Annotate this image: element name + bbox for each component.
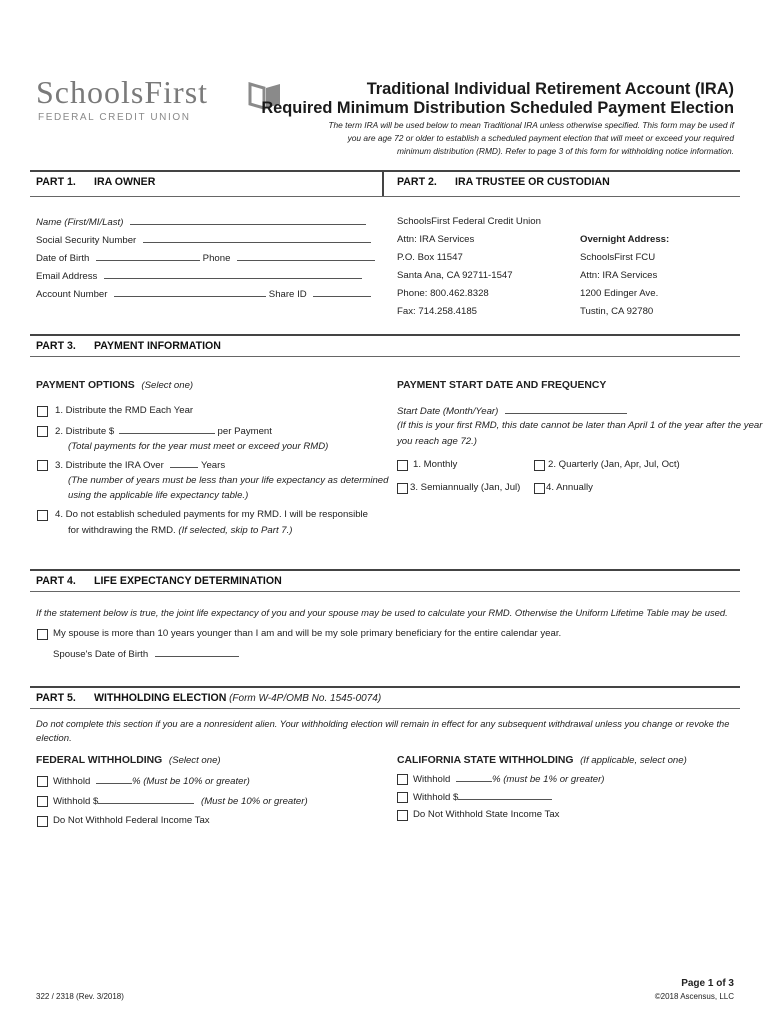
federal-none-label: Do Not Withhold Federal Income Tax xyxy=(53,815,210,826)
frequency-monthly-checkbox[interactable] xyxy=(397,460,408,471)
intro-text: The term IRA will be used below to mean Traditional IRA unless otherwise specified. This form may be used if you are age 72 or older to establish a scheduled payment election that will meet or exceed your required minimum distribution (RMD). Refer to page 3 of this form for withholding notice information. xyxy=(328,120,734,156)
logo-wordmark xyxy=(36,74,208,111)
start-date-note: (If this is your first RMD, this date cannot be later than April 1 of the year after the year xyxy=(397,420,763,431)
copyright: ©2018 Ascensus, LLC xyxy=(654,992,734,1001)
payment-options-sub: (Select one) xyxy=(141,380,194,391)
withholding-note: Do not complete this section if you are a nonresident alien. Your withholding election will remain in effect for any subsequent withdrawal unless you change or revoke the xyxy=(36,719,730,729)
part2-number: PART 2. xyxy=(397,176,437,188)
federal-amount-label: Withhold $ xyxy=(53,796,99,807)
trustee-line: Fax: 714.258.4185 xyxy=(397,306,478,317)
part2-title: IRA TRUSTEE OR CUSTODIAN xyxy=(455,176,610,188)
federal-amount-checkbox[interactable] xyxy=(37,796,48,807)
part4-number: PART 4. xyxy=(36,575,76,587)
phone-label: Phone xyxy=(202,253,231,264)
california-withholding-title: CALIFORNIA STATE WITHHOLDING xyxy=(397,755,574,766)
name-label: Name (First/MI/Last) xyxy=(36,217,124,228)
ssn-label: Social Security Number xyxy=(36,235,137,246)
frequency-annual-checkbox[interactable] xyxy=(534,483,545,494)
form-subtitle: Required Minimum Distribution Scheduled Payment Election xyxy=(261,99,734,117)
divider xyxy=(30,334,740,336)
state-percent-label: Withhold xyxy=(413,774,451,785)
start-date-heading: PAYMENT START DATE AND FREQUENCY xyxy=(397,380,607,391)
overnight-line: Tustin, CA 92780 xyxy=(580,306,654,317)
trustee-line: Santa Ana, CA 92711-1547 xyxy=(397,270,513,281)
state-percent-field[interactable] xyxy=(413,773,605,785)
account-field[interactable] xyxy=(36,288,371,300)
page-number: Page 1 of 3 xyxy=(681,978,734,989)
divider xyxy=(30,569,740,571)
federal-percent-checkbox[interactable] xyxy=(37,776,48,787)
option1-checkbox[interactable] xyxy=(37,406,48,417)
option4-skip-note: (If selected, skip to Part 7.) xyxy=(178,525,293,536)
frequency-monthly-label: 1. Monthly xyxy=(413,459,458,470)
option1-label: 1. Distribute the RMD Each Year xyxy=(55,405,194,416)
overnight-title: Overnight Address: xyxy=(580,234,670,245)
payment-options-title: PAYMENT OPTIONS xyxy=(36,380,135,391)
part3-title: PAYMENT INFORMATION xyxy=(94,340,221,352)
divider xyxy=(30,196,740,197)
option2-checkbox[interactable] xyxy=(37,426,48,437)
divider xyxy=(30,170,740,172)
federal-percent-field[interactable] xyxy=(53,775,250,787)
federal-amount-note: (Must be 10% or greater) xyxy=(201,796,308,807)
option3-note: (The number of years must be less than your life expectancy as determined xyxy=(68,475,389,486)
state-percent-checkbox[interactable] xyxy=(397,774,408,785)
start-date-label: Start Date (Month/Year) xyxy=(397,406,499,417)
option4-line2 xyxy=(68,525,292,536)
start-date-field[interactable] xyxy=(397,405,627,417)
spouse-dob-field[interactable] xyxy=(53,648,239,660)
frequency-annual-label: 4. Annually xyxy=(546,482,593,493)
dob-label: Date of Birth xyxy=(36,253,90,264)
email-label: Email Address xyxy=(36,271,98,282)
federal-none-checkbox[interactable] xyxy=(37,816,48,827)
divider xyxy=(30,356,740,357)
ssn-field[interactable] xyxy=(36,234,371,246)
overnight-line: Attn: IRA Services xyxy=(580,270,658,281)
form-title: Traditional Individual Retirement Account (IRA) xyxy=(366,80,734,98)
part1-title: IRA OWNER xyxy=(94,176,156,188)
state-amount-label: Withhold $ xyxy=(413,792,459,803)
frequency-semiannual-checkbox[interactable] xyxy=(397,483,408,494)
option3-suffix: Years xyxy=(200,460,226,471)
part3-number: PART 3. xyxy=(36,340,76,352)
option4-text: for withdrawing the RMD. xyxy=(68,525,176,536)
email-field[interactable] xyxy=(36,270,362,282)
overnight-line: 1200 Edinger Ave. xyxy=(580,288,659,299)
state-percent-note: % (must be 1% or greater) xyxy=(492,774,605,785)
state-none-label: Do Not Withhold State Income Tax xyxy=(413,809,560,820)
state-amount-field[interactable] xyxy=(413,791,552,803)
spouse-label: My spouse is more than 10 years younger than I am and will be my sole primary beneficiary for the entire calendar year. xyxy=(53,628,562,639)
start-date-note: you reach age 72.) xyxy=(397,436,478,447)
federal-percent-label: Withhold xyxy=(53,776,91,787)
divider xyxy=(30,591,740,592)
form-number: 322 / 2318 (Rev. 3/2018) xyxy=(36,992,124,1001)
divider xyxy=(30,708,740,709)
option3-label: 3. Distribute the IRA Over xyxy=(55,460,164,471)
withholding-note: election. xyxy=(36,733,72,744)
account-label: Account Number xyxy=(36,289,108,300)
trustee-line: SchoolsFirst Federal Credit Union xyxy=(397,216,541,227)
part5-form-ref: (Form W-4P/OMB No. 1545-0074) xyxy=(229,693,382,704)
federal-withholding-sub: (Select one) xyxy=(168,755,221,766)
life-expectancy-statement: If the statement below is true, the joint life expectancy of you and your spouse may be used to calculate your RMD. Otherwise the Uniform Lifetime Table may be used. xyxy=(36,607,728,618)
name-field[interactable] xyxy=(36,216,366,228)
frequency-quarterly-label: 2. Quarterly (Jan, Apr, Jul, Oct) xyxy=(548,459,680,470)
payment-options-heading xyxy=(36,380,193,391)
logo-subtitle: FEDERAL CREDIT UNION xyxy=(38,112,191,123)
divider xyxy=(30,686,740,688)
logo-text: SchoolsFirst xyxy=(36,74,209,110)
part5-title: WITHHOLDING ELECTION xyxy=(94,692,227,704)
part1-number: PART 1. xyxy=(36,176,76,188)
federal-amount-field[interactable] xyxy=(53,795,308,807)
option3-note: using the applicable life expectancy table.) xyxy=(68,490,249,501)
federal-percent-note: % (Must be 10% or greater) xyxy=(132,776,250,787)
federal-withholding-title: FEDERAL WITHHOLDING xyxy=(36,755,163,766)
california-withholding-sub: (If applicable, select one) xyxy=(580,755,687,766)
option2-field[interactable] xyxy=(55,425,272,437)
part5-number: PART 5. xyxy=(36,692,76,704)
trustee-line: P.O. Box 11547 xyxy=(397,252,463,263)
spouse-dob-label: Spouse's Date of Birth xyxy=(53,649,149,660)
part5-heading xyxy=(94,692,381,704)
trustee-line: Attn: IRA Services xyxy=(397,234,475,245)
federal-withholding-heading xyxy=(36,755,221,766)
overnight-line: SchoolsFirst FCU xyxy=(580,252,656,263)
state-amount-checkbox[interactable] xyxy=(397,792,408,803)
frequency-semiannual-label: 3. Semiannually (Jan, Jul) xyxy=(410,482,521,493)
trustee-line: Phone: 800.462.8328 xyxy=(397,288,489,299)
spouse-checkbox[interactable] xyxy=(37,629,48,640)
option4-checkbox[interactable] xyxy=(37,510,48,521)
part4-title: LIFE EXPECTANCY DETERMINATION xyxy=(94,575,282,587)
divider xyxy=(382,170,384,196)
option3-field[interactable] xyxy=(55,459,225,471)
option4-label: 4. Do not establish scheduled payments for my RMD. I will be responsible xyxy=(55,509,369,520)
option2-note: (Total payments for the year must meet or exceed your RMD) xyxy=(68,441,329,452)
option2-label: 2. Distribute $ xyxy=(55,426,115,437)
frequency-quarterly-checkbox[interactable] xyxy=(534,460,545,471)
share-label: Share ID xyxy=(268,289,307,300)
option3-checkbox[interactable] xyxy=(37,460,48,471)
option2-suffix: per Payment xyxy=(217,426,272,437)
california-withholding-heading xyxy=(397,755,687,766)
dob-field[interactable] xyxy=(36,252,375,264)
state-none-checkbox[interactable] xyxy=(397,810,408,821)
